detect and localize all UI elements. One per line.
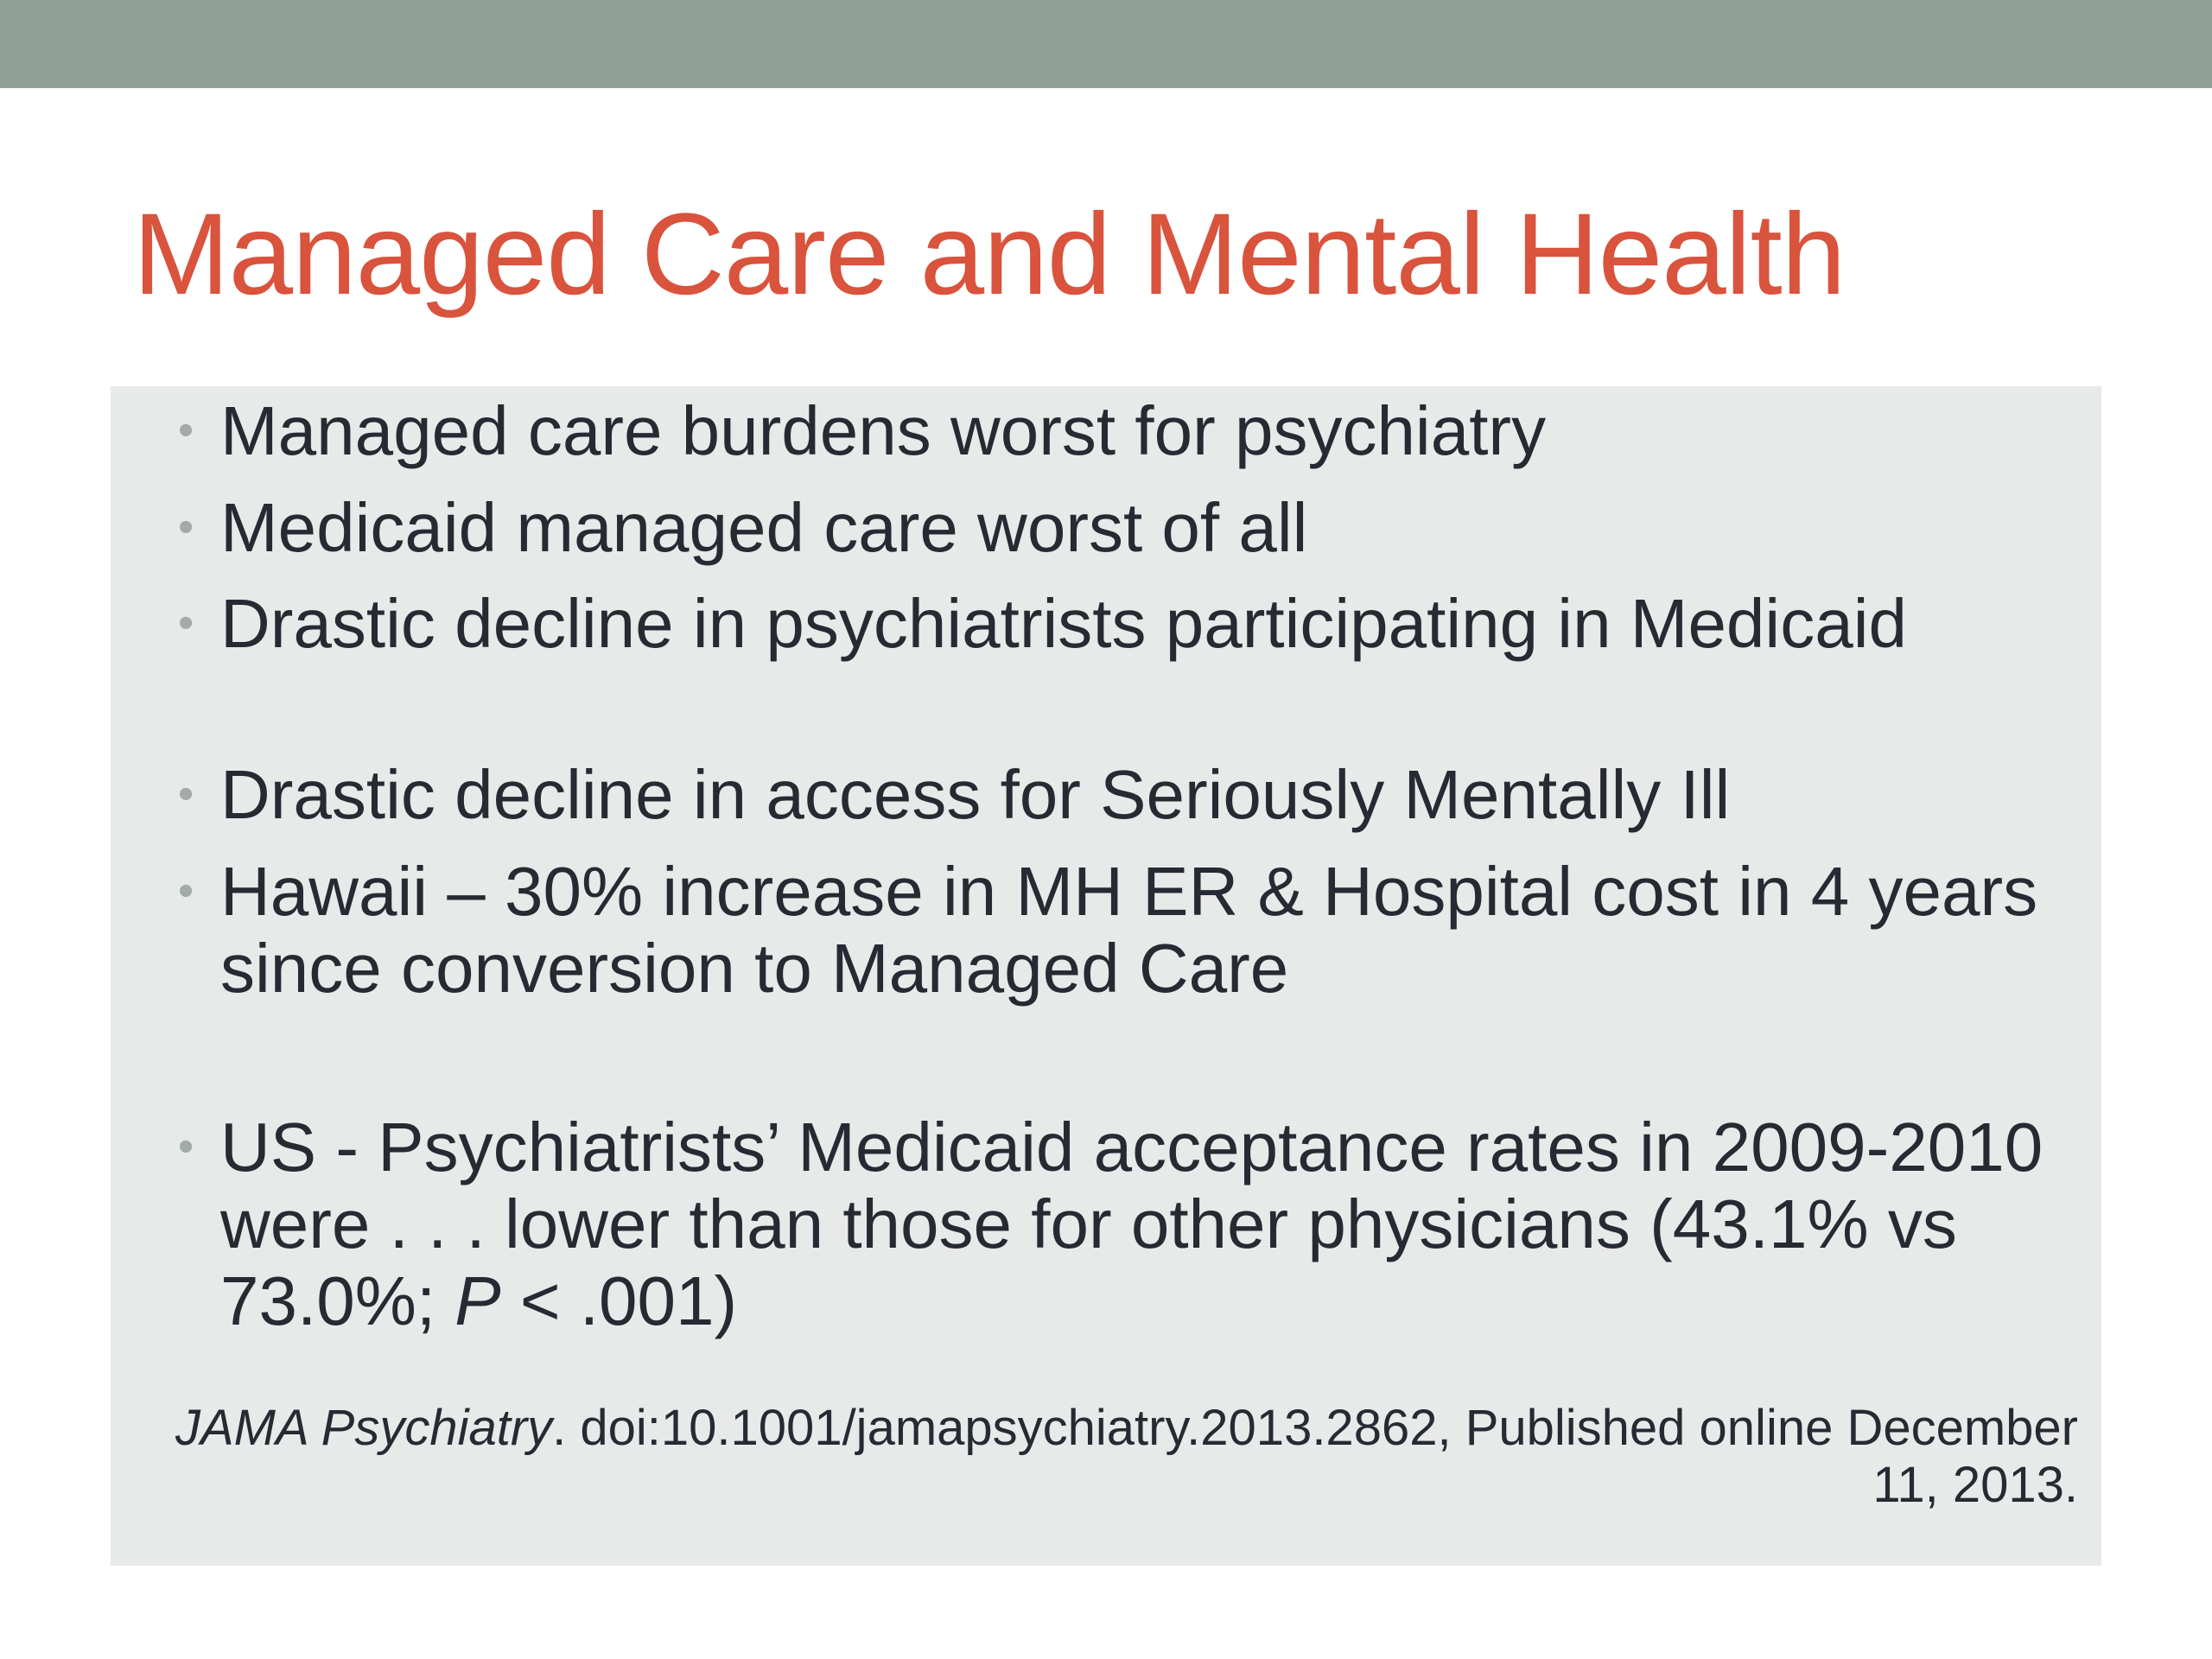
citation-journal: JAMA Psychiatry (175, 1400, 553, 1456)
bullet-item (178, 853, 2079, 1007)
bullet-text: Hawaii – 30% increase in MH ER & Hospital cost in 4 years since conversion to Managed Care (220, 853, 2038, 1007)
stat-bullet-item (178, 1109, 2079, 1339)
bullet-text: Drastic decline in psychiatrists participating in Medicaid (220, 585, 1907, 662)
top-accent-bar (0, 0, 2212, 88)
stat-text-after: < .001) (500, 1262, 738, 1339)
slide-title: Managed Care and Mental Health (133, 190, 1846, 319)
content-box (111, 386, 2101, 1566)
stat-text-before: US - Psychiatrists’ Medicaid acceptance rates in 2009-2010 were . . . lower than those for other physicians (43.1% vs 73.0%; (220, 1109, 2044, 1339)
bullet-item (178, 756, 2079, 833)
bullet-dot-icon: • (178, 405, 194, 455)
bullet-text: Managed care burdens worst for psychiatry (220, 392, 1547, 469)
citation-details: . doi:10.1001/jamapsychiatry.2013.2862, Published online December 11, 2013. (552, 1400, 2078, 1513)
bullet-dot-icon: • (178, 1122, 194, 1172)
bullet-text: Medicaid managed care worst of all (220, 489, 1308, 566)
bullet-dot-icon: • (178, 598, 194, 648)
bullet-text: Drastic decline in access for Seriously Mentally Ill (220, 756, 1731, 833)
bullet-dot-icon: • (178, 866, 194, 916)
bullet-item (178, 489, 2079, 566)
bullet-item (178, 392, 2079, 469)
stat-bullet-text (220, 1109, 2079, 1339)
bullet-dot-icon: • (178, 502, 194, 552)
citation (143, 1400, 2078, 1514)
p-value-label: P (454, 1262, 501, 1339)
bullet-dot-icon: • (178, 769, 194, 819)
bullet-item (178, 585, 2079, 662)
